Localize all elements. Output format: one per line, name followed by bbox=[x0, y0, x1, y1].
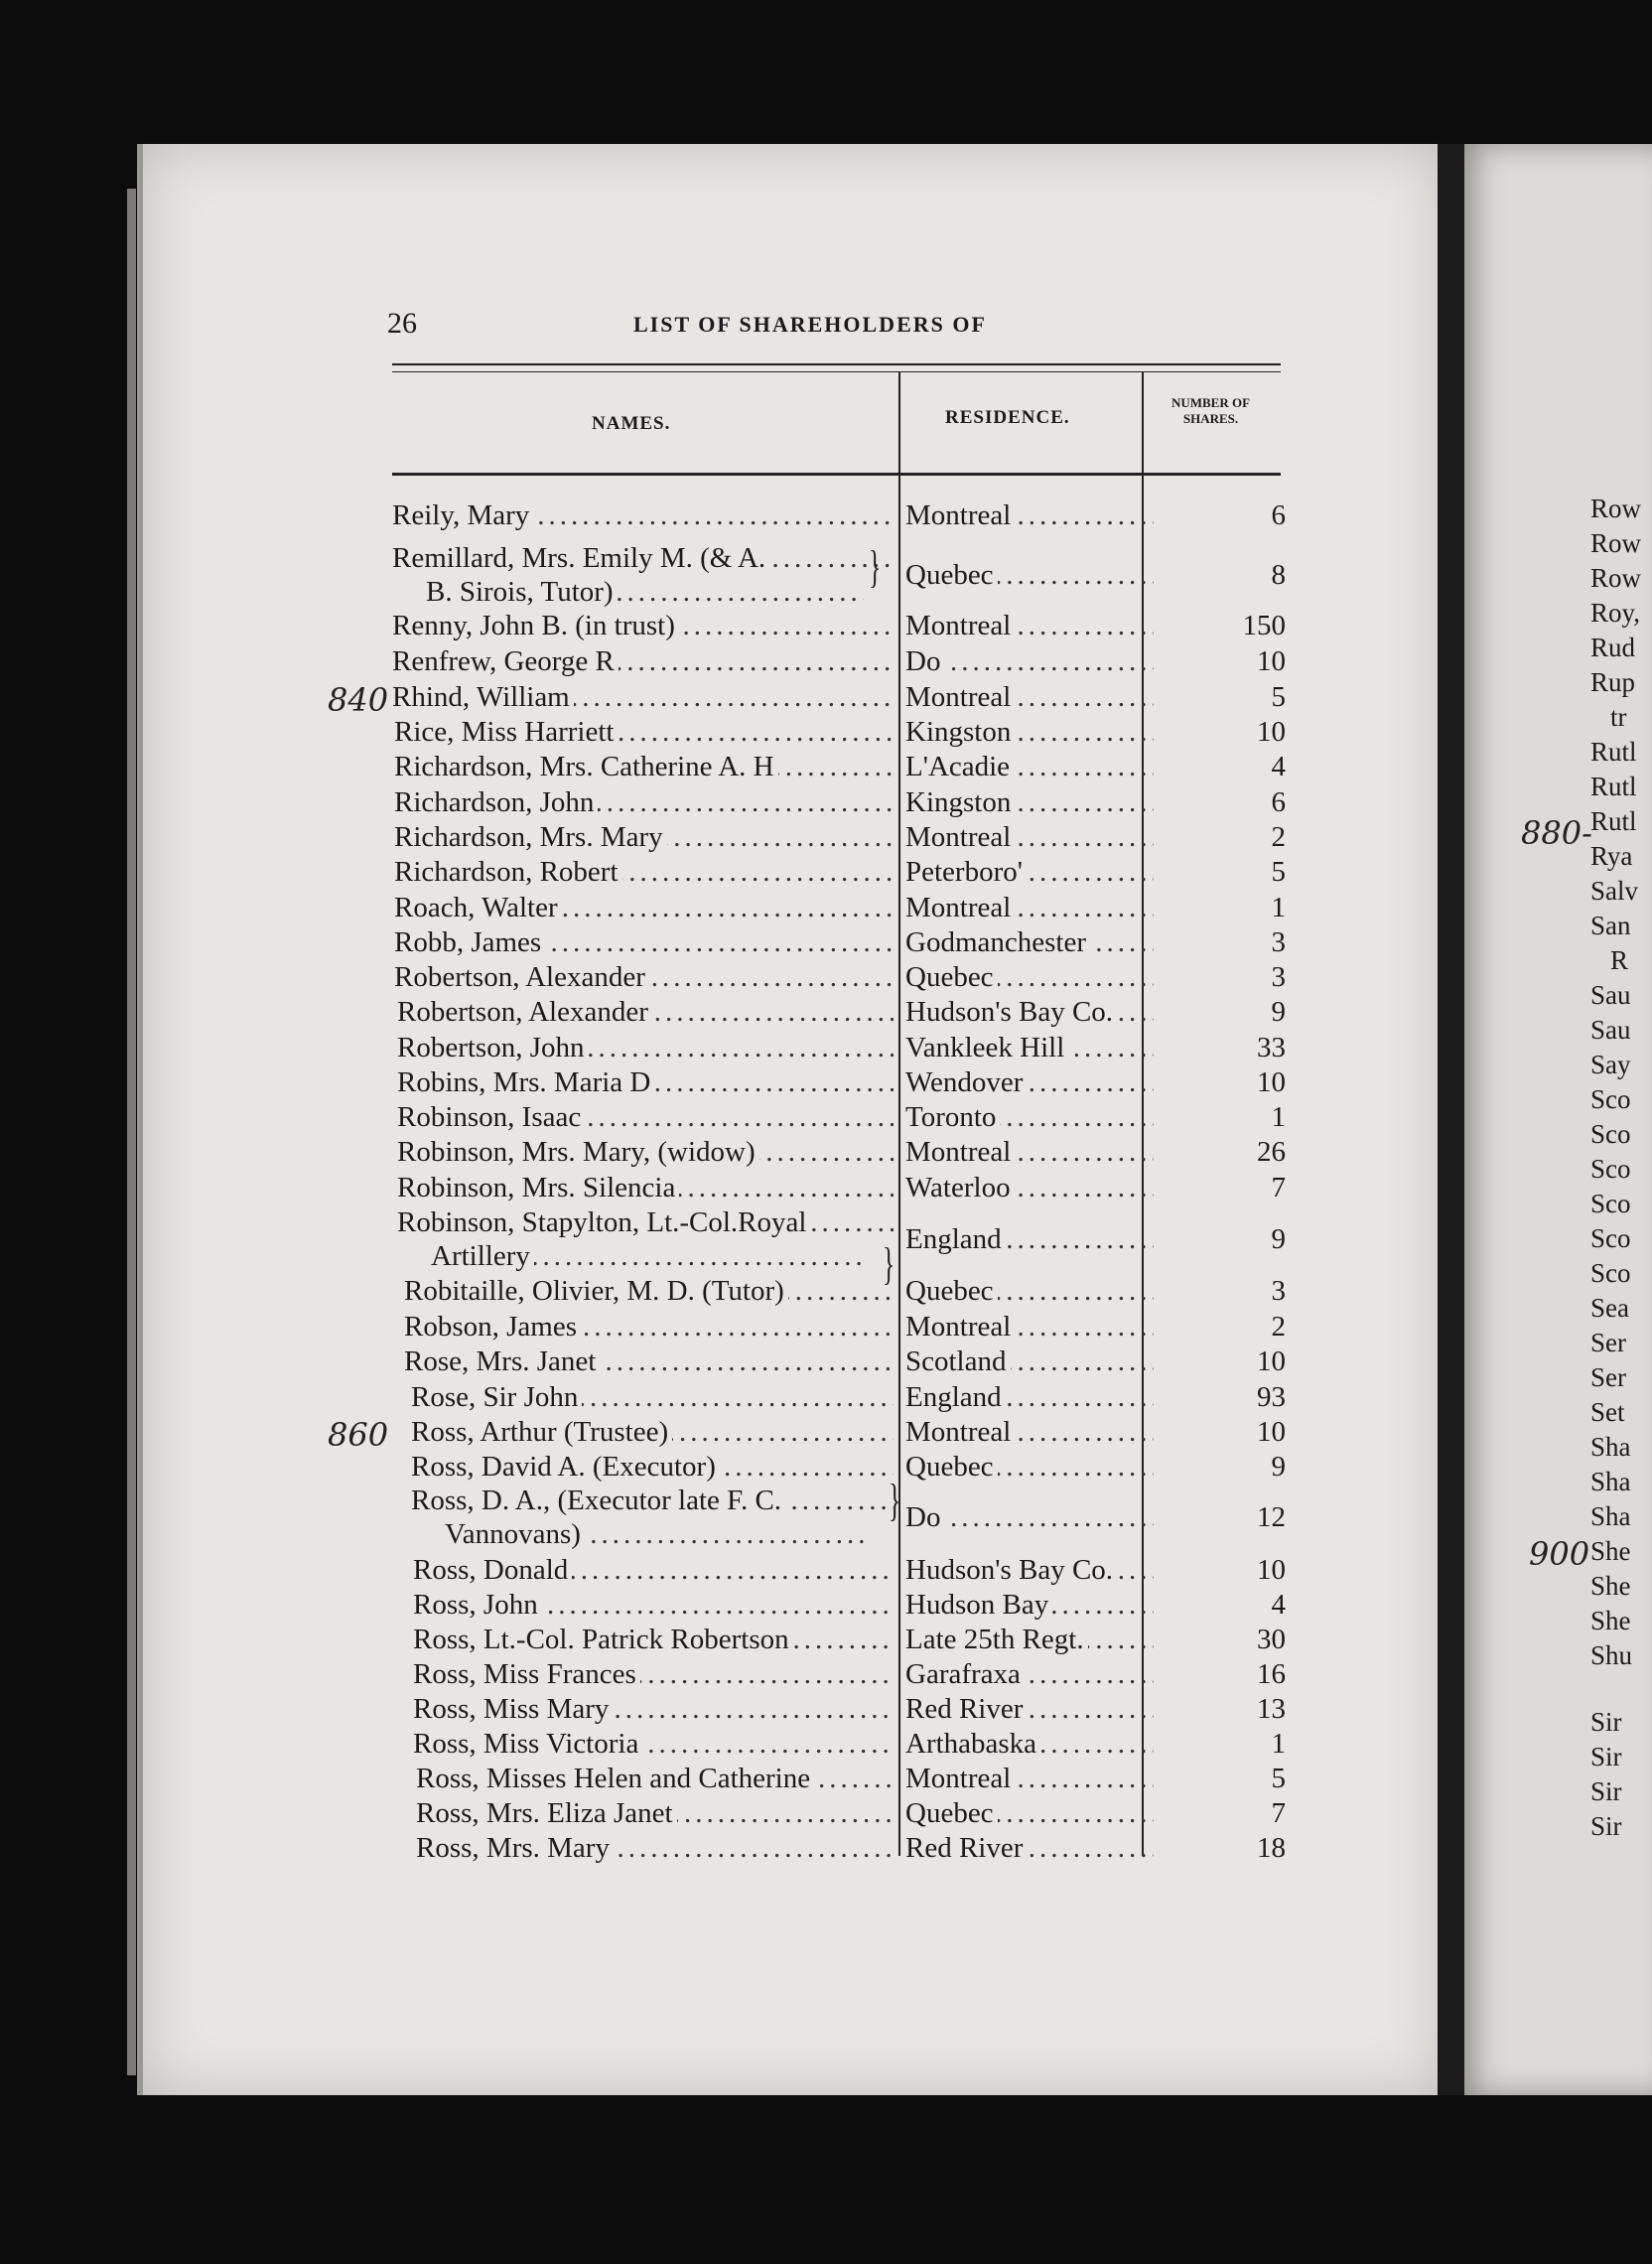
table-row-shares: 10 bbox=[1257, 716, 1286, 748]
table-row-name bbox=[397, 996, 894, 1028]
table-row-name bbox=[397, 1136, 894, 1168]
facing-page-fragment: R bbox=[1610, 945, 1629, 975]
shareholder-name: Robitaille, Olivier, M. D. (Tutor) bbox=[404, 1275, 788, 1307]
facing-page-fragment: She bbox=[1590, 1606, 1631, 1635]
table-row-shares: 9 bbox=[1271, 1223, 1286, 1255]
table-row-residence bbox=[905, 751, 1154, 782]
table-row-name bbox=[394, 926, 894, 958]
facing-page-fragment: Sha bbox=[1590, 1467, 1631, 1496]
shares-header-line2: SHARES. bbox=[1182, 411, 1239, 426]
table-row-shares: 7 bbox=[1271, 1172, 1286, 1203]
table-row-name bbox=[416, 1763, 894, 1794]
column-header-residence: RESIDENCE. bbox=[945, 407, 1070, 428]
facing-page-fragment: Sau bbox=[1590, 1015, 1631, 1045]
facing-page-fragment: She bbox=[1590, 1571, 1631, 1601]
column-divider-1 bbox=[898, 371, 900, 1856]
facing-page-fragment: Ser bbox=[1590, 1362, 1626, 1392]
table-row-shares: 16 bbox=[1257, 1658, 1286, 1690]
residence-text: Late 25th Regt. bbox=[905, 1624, 1088, 1655]
shareholder-name: Robinson, Mrs. Silencia bbox=[397, 1172, 679, 1203]
residence-text: Hudson Bay bbox=[905, 1589, 1052, 1621]
residence-text: Montreal bbox=[905, 1136, 1015, 1168]
table-row-shares: 10 bbox=[1257, 1345, 1286, 1377]
shareholder-name: Robinson, Mrs. Mary, (widow) bbox=[397, 1136, 759, 1168]
residence-text: England bbox=[905, 1223, 1006, 1255]
shareholder-name: Rose, Mrs. Janet bbox=[404, 1345, 600, 1377]
residence-text: England bbox=[905, 1381, 1006, 1413]
brace-remillard: } bbox=[868, 541, 882, 592]
residence-text: Arthabaska bbox=[905, 1728, 1040, 1760]
table-row-shares: 26 bbox=[1257, 1136, 1286, 1168]
table-row-residence bbox=[905, 1658, 1154, 1690]
residence-text: Toronto bbox=[905, 1101, 1000, 1133]
table-row-name bbox=[404, 1345, 894, 1377]
table-row-shares: 1 bbox=[1271, 892, 1286, 923]
table-row-name bbox=[394, 716, 894, 748]
residence-text: Godmanchester bbox=[905, 926, 1090, 958]
table-row-name bbox=[394, 856, 894, 888]
table-row-residence bbox=[905, 996, 1154, 1028]
shareholder-name: Reily, Mary bbox=[392, 499, 533, 531]
facing-page-fragment: Sir bbox=[1590, 1742, 1622, 1771]
table-row-shares: 4 bbox=[1271, 751, 1286, 782]
residence-text: Montreal bbox=[905, 499, 1015, 531]
facing-page-fragment: Sha bbox=[1590, 1501, 1631, 1531]
table-row-shares: 12 bbox=[1257, 1501, 1286, 1533]
shareholder-name: Renny, John B. (in trust) bbox=[392, 610, 679, 641]
residence-text: Hudson's Bay Co. bbox=[905, 996, 1117, 1028]
table-row-shares: 93 bbox=[1257, 1381, 1286, 1413]
table-row-residence bbox=[905, 961, 1154, 993]
shareholder-name: Robertson, Alexander bbox=[397, 996, 652, 1028]
shares-header-line1: NUMBER OF bbox=[1170, 395, 1251, 410]
table-row-residence bbox=[905, 1311, 1154, 1343]
table-row-shares: 2 bbox=[1271, 821, 1286, 853]
table-row-shares: 5 bbox=[1271, 681, 1286, 713]
facing-page-fragment: Sco bbox=[1590, 1189, 1631, 1218]
table-row-name bbox=[392, 610, 894, 641]
table-row-shares: 6 bbox=[1271, 499, 1286, 531]
table-row-residence bbox=[905, 926, 1154, 958]
table-row-name bbox=[404, 1311, 894, 1343]
facing-page-fragment: Say bbox=[1590, 1050, 1631, 1079]
shareholder-name: Robins, Mrs. Maria D bbox=[397, 1066, 654, 1098]
shareholder-name: Rice, Miss Harriett bbox=[394, 716, 618, 748]
table-row-residence bbox=[905, 786, 1154, 818]
facing-page-fragment: Sco bbox=[1590, 1258, 1631, 1288]
table-row-residence bbox=[905, 1416, 1154, 1448]
residence-text: Red River bbox=[905, 1693, 1027, 1725]
residence-text: Montreal bbox=[905, 681, 1015, 713]
table-row-residence bbox=[905, 1589, 1154, 1621]
table-row-residence bbox=[905, 1172, 1154, 1203]
facing-page-fragment: Rud bbox=[1590, 633, 1636, 662]
residence-text: Quebec bbox=[905, 1275, 998, 1307]
shareholder-name: Ross, Donald bbox=[413, 1554, 572, 1586]
facing-page-fragment: tr bbox=[1610, 702, 1627, 732]
facing-page-fragment: Rup bbox=[1590, 667, 1636, 697]
table-row-shares: 1 bbox=[1271, 1101, 1286, 1133]
residence-text: Montreal bbox=[905, 1763, 1015, 1794]
table-row-residence bbox=[905, 821, 1154, 853]
table-row-residence bbox=[905, 645, 1154, 677]
table-row-name bbox=[411, 1485, 894, 1516]
table-row-residence bbox=[905, 1101, 1154, 1133]
shareholder-name: Ross, Mrs. Mary bbox=[416, 1832, 614, 1864]
shareholder-name: Robertson, John bbox=[397, 1032, 589, 1063]
residence-text: Quebec bbox=[905, 1451, 998, 1483]
table-row-name bbox=[413, 1589, 894, 1621]
table-row-shares: 3 bbox=[1271, 1275, 1286, 1307]
table-row-shares: 3 bbox=[1271, 961, 1286, 993]
table-row-residence bbox=[905, 1381, 1154, 1413]
table-row-name bbox=[392, 681, 894, 713]
table-row-shares: 33 bbox=[1257, 1032, 1286, 1063]
shareholder-name-continued: B. Sirois, Tutor) bbox=[426, 576, 618, 608]
residence-text: Do bbox=[905, 645, 944, 677]
shareholder-name: Roach, Walter bbox=[394, 892, 562, 923]
residence-text: Do bbox=[905, 1501, 944, 1533]
facing-page-fragment: Sea bbox=[1590, 1293, 1629, 1323]
facing-page-fragment: Rya bbox=[1590, 841, 1633, 871]
shareholder-name: Richardson, Robert bbox=[394, 856, 622, 888]
table-row-residence bbox=[905, 1624, 1154, 1655]
residence-text: Wendover bbox=[905, 1066, 1027, 1098]
residence-text: Hudson's Bay Co. bbox=[905, 1554, 1117, 1586]
table-row-name bbox=[404, 1275, 894, 1307]
table-row-shares: 7 bbox=[1271, 1797, 1286, 1829]
residence-text: Quebec bbox=[905, 961, 998, 993]
table-row-name bbox=[413, 1728, 894, 1760]
residence-text: Quebec bbox=[905, 1797, 998, 1829]
column-header-shares bbox=[1144, 395, 1278, 427]
table-row-shares: 3 bbox=[1271, 926, 1286, 958]
shareholder-name: Rhind, William bbox=[392, 681, 574, 713]
table-row-residence bbox=[905, 716, 1154, 748]
table-row-residence bbox=[905, 1797, 1154, 1829]
margin-note-880: 880- bbox=[1521, 814, 1592, 852]
brace-ross-da: } bbox=[888, 1475, 901, 1525]
table-row-residence bbox=[905, 1693, 1154, 1725]
table-row-residence bbox=[905, 1728, 1154, 1760]
table-row-residence bbox=[905, 1032, 1154, 1063]
shareholder-name: Robinson, Isaac bbox=[397, 1101, 585, 1133]
shareholder-name: Ross, Miss Victoria bbox=[413, 1728, 642, 1760]
facing-page-fragment: Roy, bbox=[1590, 598, 1641, 628]
table-row-name bbox=[394, 751, 894, 782]
facing-page-fragment: Sir bbox=[1590, 1776, 1622, 1806]
facing-page-fragment: Row bbox=[1590, 563, 1642, 593]
shareholder-name: Remillard, Mrs. Emily M. (& A. bbox=[392, 542, 769, 574]
facing-page-fragment: She bbox=[1590, 1536, 1631, 1566]
shareholder-name: Ross, Miss Mary bbox=[413, 1693, 613, 1725]
shareholder-name: Robb, James bbox=[394, 926, 545, 958]
shareholder-name: Ross, John bbox=[413, 1589, 542, 1621]
residence-text: Red River bbox=[905, 1832, 1027, 1864]
table-row-shares: 30 bbox=[1257, 1624, 1286, 1655]
shareholder-name: Ross, Miss Frances bbox=[413, 1658, 640, 1690]
residence-text: Scotland bbox=[905, 1345, 1011, 1377]
residence-text: Montreal bbox=[905, 892, 1015, 923]
margin-note-860: 860 bbox=[328, 1416, 389, 1454]
table-row-name bbox=[413, 1624, 894, 1655]
margin-note-840: 840 bbox=[328, 681, 389, 719]
facing-page-fragment: Sir bbox=[1590, 1707, 1622, 1737]
table-row-name bbox=[394, 786, 894, 818]
residence-text: Vankleek Hill bbox=[905, 1032, 1068, 1063]
table-row-residence bbox=[905, 1345, 1154, 1377]
table-row-shares: 150 bbox=[1242, 610, 1286, 641]
shareholder-name: Ross, Lt.-Col. Patrick Robertson bbox=[413, 1624, 793, 1655]
facing-page-fragment: San bbox=[1590, 911, 1631, 940]
shareholder-name: Ross, Mrs. Eliza Janet bbox=[416, 1797, 677, 1829]
table-row-name bbox=[397, 1206, 894, 1238]
table-row-residence bbox=[905, 892, 1154, 923]
table-row-name bbox=[416, 1797, 894, 1829]
shareholder-name: Richardson, Mrs. Mary bbox=[394, 821, 667, 853]
table-row-name bbox=[392, 645, 894, 677]
header-rule-top-thin bbox=[392, 371, 1281, 372]
column-header-names: NAMES. bbox=[592, 413, 671, 434]
table-row-shares: 4 bbox=[1271, 1589, 1286, 1621]
shareholder-name-continued: Artillery bbox=[431, 1240, 534, 1272]
shareholder-name: Ross, Arthur (Trustee) bbox=[411, 1416, 672, 1448]
facing-page-fragment: Shu bbox=[1590, 1640, 1633, 1670]
facing-page-fragment: Sco bbox=[1590, 1154, 1631, 1184]
facing-page-fragment: Sha bbox=[1590, 1432, 1631, 1462]
table-row-residence bbox=[905, 499, 1154, 531]
table-row-name bbox=[397, 1172, 894, 1203]
residence-text: Montreal bbox=[905, 1311, 1015, 1343]
table-row-name bbox=[411, 1451, 894, 1483]
facing-page-fragment: Sco bbox=[1590, 1119, 1631, 1149]
table-row-shares: 5 bbox=[1271, 856, 1286, 888]
table-row-name bbox=[394, 961, 894, 993]
table-row-shares: 9 bbox=[1271, 1451, 1286, 1483]
table-row-name bbox=[411, 1381, 894, 1413]
table-row-shares: 10 bbox=[1257, 645, 1286, 677]
shareholder-name: Ross, Misses Helen and Catherine bbox=[416, 1763, 814, 1794]
brace-robinson: } bbox=[882, 1238, 895, 1289]
running-title: LIST OF SHAREHOLDERS OF bbox=[633, 312, 987, 337]
table-row-residence bbox=[905, 559, 1154, 591]
margin-note-900: 900 bbox=[1529, 1535, 1590, 1573]
shareholder-name: Robson, James bbox=[404, 1311, 581, 1343]
shareholder-name: Ross, David A. (Executor) bbox=[411, 1451, 720, 1483]
table-row-name-continued bbox=[426, 576, 864, 608]
facing-page-fragment: Rutl bbox=[1590, 772, 1637, 801]
facing-page-fragment: Row bbox=[1590, 494, 1642, 523]
table-row-name bbox=[416, 1832, 894, 1864]
facing-page-fragment: Row bbox=[1590, 528, 1642, 558]
table-row-residence bbox=[905, 681, 1154, 713]
residence-text: Peterboro' bbox=[905, 856, 1027, 888]
table-row-residence bbox=[905, 1451, 1154, 1483]
table-row-residence bbox=[905, 1275, 1154, 1307]
residence-text: Garafraxa bbox=[905, 1658, 1025, 1690]
table-row-shares: 5 bbox=[1271, 1763, 1286, 1794]
table-row-residence bbox=[905, 1136, 1154, 1168]
facing-page-fragment: Salv bbox=[1590, 876, 1639, 906]
table-row-name bbox=[394, 892, 894, 923]
facing-page-fragment: Sco bbox=[1590, 1223, 1631, 1253]
facing-page-fragment: Set bbox=[1590, 1397, 1625, 1427]
table-row-shares: 8 bbox=[1271, 559, 1286, 591]
table-row-shares: 10 bbox=[1257, 1416, 1286, 1448]
facing-page-fragment: Ser bbox=[1590, 1328, 1626, 1357]
shareholder-name: Renfrew, George R bbox=[392, 645, 619, 677]
table-row-shares: 1 bbox=[1271, 1728, 1286, 1760]
page-edge bbox=[127, 189, 136, 2075]
table-row-name bbox=[413, 1658, 894, 1690]
header-rule-bottom bbox=[392, 473, 1281, 476]
facing-page-fragment: Sir bbox=[1590, 1811, 1622, 1841]
table-row-name-continued bbox=[431, 1240, 864, 1272]
table-row-residence bbox=[905, 856, 1154, 888]
residence-text: Montreal bbox=[905, 821, 1015, 853]
table-row-name bbox=[394, 821, 894, 853]
shareholder-name: Richardson, Mrs. Catherine A. H bbox=[394, 751, 778, 782]
table-row-shares: 10 bbox=[1257, 1554, 1286, 1586]
shareholder-name: Robertson, Alexander bbox=[394, 961, 649, 993]
table-row-residence bbox=[905, 1066, 1154, 1098]
facing-page-fragment: Rutl bbox=[1590, 737, 1637, 767]
table-row-residence bbox=[905, 1501, 1154, 1533]
residence-text: Kingston bbox=[905, 786, 1015, 818]
facing-page-fragment: Rutl bbox=[1590, 806, 1637, 836]
table-row-residence bbox=[905, 1554, 1154, 1586]
table-row-shares: 10 bbox=[1257, 1066, 1286, 1098]
header-rule-top bbox=[392, 363, 1281, 365]
table-row-residence bbox=[905, 1763, 1154, 1794]
residence-text: Montreal bbox=[905, 1416, 1015, 1448]
table-row-residence bbox=[905, 1832, 1154, 1864]
facing-page-fragment: Sau bbox=[1590, 980, 1631, 1010]
table-row-shares: 6 bbox=[1271, 786, 1286, 818]
shareholder-name: Rose, Sir John bbox=[411, 1381, 582, 1413]
shareholder-name: Ross, D. A., (Executor late F. C. bbox=[411, 1485, 785, 1516]
table-row-shares: 13 bbox=[1257, 1693, 1286, 1725]
table-row-name bbox=[413, 1693, 894, 1725]
table-row-name bbox=[411, 1416, 894, 1448]
book-gutter bbox=[1438, 144, 1464, 2095]
table-row-name bbox=[392, 499, 894, 531]
table-row-name bbox=[413, 1554, 894, 1586]
table-row-name bbox=[397, 1032, 894, 1063]
table-row-name bbox=[392, 542, 894, 574]
table-row-residence bbox=[905, 610, 1154, 641]
shareholder-name: Richardson, John bbox=[394, 786, 598, 818]
residence-text: Quebec bbox=[905, 559, 998, 591]
table-row-name bbox=[397, 1066, 894, 1098]
table-row-shares: 2 bbox=[1271, 1311, 1286, 1343]
table-row-name bbox=[397, 1101, 894, 1133]
table-row-name-continued bbox=[445, 1518, 864, 1550]
residence-text: Waterloo bbox=[905, 1172, 1015, 1203]
shareholder-name: Robinson, Stapylton, Lt.-Col.Royal bbox=[397, 1206, 810, 1238]
table-row-shares: 18 bbox=[1257, 1832, 1286, 1864]
page-number: 26 bbox=[387, 307, 417, 340]
table-row-residence bbox=[905, 1223, 1154, 1255]
residence-text: Kingston bbox=[905, 716, 1015, 748]
residence-text: L'Acadie bbox=[905, 751, 1014, 782]
table-row-shares: 9 bbox=[1271, 996, 1286, 1028]
facing-page-fragment: Sco bbox=[1590, 1084, 1631, 1114]
residence-text: Montreal bbox=[905, 610, 1015, 641]
shareholder-name-continued: Vannovans) bbox=[445, 1518, 585, 1550]
